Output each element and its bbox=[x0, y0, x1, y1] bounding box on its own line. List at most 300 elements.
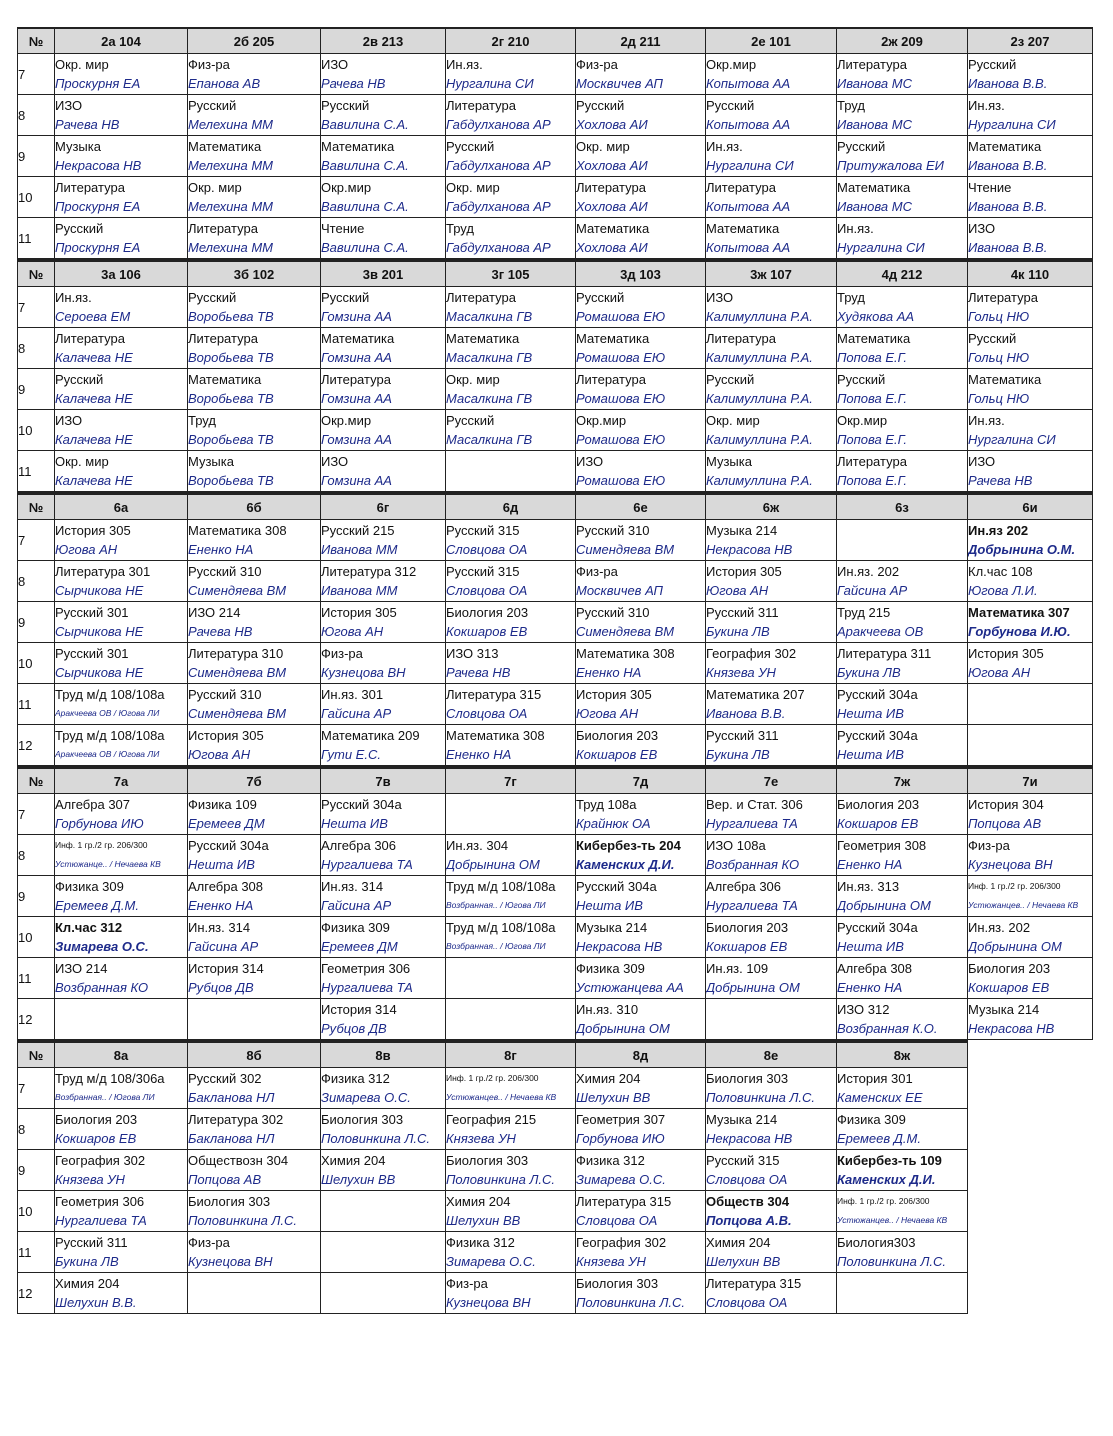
class-header: 2в 213 bbox=[321, 28, 446, 54]
subject: Ин.яз. bbox=[706, 139, 743, 154]
teacher: Словцова ОА bbox=[706, 1295, 788, 1310]
subject: Русский bbox=[706, 372, 755, 387]
teacher: Словцова ОА bbox=[446, 706, 528, 721]
class-header: 8д bbox=[576, 1042, 706, 1068]
teacher: Мелехина ММ bbox=[188, 240, 274, 255]
class-header: 6д bbox=[446, 494, 576, 520]
class-header: 2д 211 bbox=[576, 28, 706, 54]
subject: Физ-ра bbox=[321, 646, 363, 661]
subject: Русский bbox=[55, 372, 104, 387]
teacher: Словцова ОА bbox=[576, 1213, 658, 1228]
lesson-cell bbox=[55, 1232, 188, 1273]
lesson-cell bbox=[706, 451, 837, 492]
subject: Ин.яз. 109 bbox=[706, 961, 769, 976]
subject: Кл.час 108 bbox=[968, 564, 1033, 579]
lesson-cell bbox=[446, 1191, 576, 1232]
lesson-row bbox=[18, 1150, 968, 1191]
class-header: 6а bbox=[55, 494, 188, 520]
subject: Русский 304а bbox=[576, 879, 657, 894]
lesson-number: 11 bbox=[18, 1232, 55, 1273]
teacher: Половинкина Л.С. bbox=[576, 1295, 685, 1310]
lesson-cell bbox=[706, 684, 837, 725]
teacher: Нешта ИВ bbox=[837, 706, 904, 721]
lesson-row bbox=[18, 999, 1093, 1040]
teacher: Горбунова ИЮ bbox=[576, 1131, 665, 1146]
lesson-cell bbox=[446, 1150, 576, 1191]
lesson-row bbox=[18, 1232, 968, 1273]
teacher: Притужалова ЕИ bbox=[837, 158, 944, 173]
lesson-cell bbox=[55, 1109, 188, 1150]
lesson-cell bbox=[188, 451, 321, 492]
subject: Биология303 bbox=[837, 1235, 916, 1250]
subject: Чтение bbox=[968, 180, 1012, 195]
lesson-cell bbox=[576, 999, 706, 1040]
lesson-cell bbox=[55, 177, 188, 218]
subject: Химия 204 bbox=[321, 1153, 386, 1168]
teacher: Иванова В.В. bbox=[706, 706, 786, 721]
teacher: Возбранная.. / Югова ЛИ bbox=[446, 900, 546, 910]
subject: Литература bbox=[968, 290, 1038, 305]
teacher: Кокшаров ЕВ bbox=[446, 624, 528, 639]
subject: Физика 109 bbox=[188, 797, 257, 812]
subject: История 305 bbox=[321, 605, 397, 620]
teacher: Нешта ИВ bbox=[837, 747, 904, 762]
lesson-cell bbox=[706, 1109, 837, 1150]
subject: Ин.яз. 314 bbox=[188, 920, 251, 935]
subject: Литература bbox=[706, 180, 776, 195]
lesson-cell bbox=[837, 794, 968, 835]
lesson-cell bbox=[446, 369, 576, 410]
lesson-cell bbox=[446, 520, 576, 561]
subject: Физика 309 bbox=[576, 961, 645, 976]
subject: Музыка 214 bbox=[576, 920, 648, 935]
subject: Ин.яз. 313 bbox=[837, 879, 900, 894]
teacher: Иванова МС bbox=[837, 199, 912, 214]
lesson-cell bbox=[968, 136, 1093, 177]
lesson-cell bbox=[55, 520, 188, 561]
teacher: Кокшаров ЕВ bbox=[576, 747, 658, 762]
lesson-number: 10 bbox=[18, 1191, 55, 1232]
lesson-cell bbox=[706, 1191, 837, 1232]
teacher: Югова АН bbox=[188, 747, 251, 762]
lesson-cell bbox=[446, 328, 576, 369]
lesson-cell bbox=[188, 1068, 321, 1109]
lesson-cell bbox=[55, 917, 188, 958]
lesson-cell bbox=[321, 1232, 446, 1273]
lesson-cell bbox=[446, 684, 576, 725]
teacher: Словцова ОА bbox=[706, 1172, 788, 1187]
teacher: Вавилина С.А. bbox=[321, 158, 409, 173]
teacher: Нургалиева ТА bbox=[321, 857, 413, 872]
subject: Математика 308 bbox=[446, 728, 545, 743]
teacher: Ромашова ЕЮ bbox=[576, 432, 666, 447]
lesson-cell bbox=[321, 999, 446, 1040]
subject: История 305 bbox=[55, 523, 131, 538]
teacher: Аракчеева ОВ bbox=[837, 624, 924, 639]
subject: Литература bbox=[706, 331, 776, 346]
lesson-row bbox=[18, 287, 1093, 328]
lesson-cell bbox=[321, 1191, 446, 1232]
lesson-cell bbox=[321, 95, 446, 136]
subject: Литература 302 bbox=[188, 1112, 284, 1127]
lesson-cell bbox=[55, 54, 188, 95]
subject: История 305 bbox=[968, 646, 1044, 661]
subject: Литература 315 bbox=[576, 1194, 672, 1209]
subject: Музыка 214 bbox=[706, 1112, 778, 1127]
class-header: 6г bbox=[321, 494, 446, 520]
lesson-number: 7 bbox=[18, 520, 55, 561]
lesson-cell bbox=[968, 287, 1093, 328]
subject: Русский 310 bbox=[188, 687, 262, 702]
schedule-block bbox=[17, 766, 1093, 1040]
teacher: Ененко НА bbox=[837, 857, 903, 872]
subject: Биология 303 bbox=[321, 1112, 404, 1127]
class-header: 2з 207 bbox=[968, 28, 1093, 54]
lesson-cell bbox=[706, 136, 837, 177]
class-header: 8в bbox=[321, 1042, 446, 1068]
subject: История 305 bbox=[188, 728, 264, 743]
teacher: Нургалина СИ bbox=[968, 117, 1056, 132]
lesson-row bbox=[18, 136, 1093, 177]
teacher: Попова Е.Г. bbox=[837, 473, 908, 488]
subject: Труд bbox=[188, 413, 216, 428]
class-header: 2б 205 bbox=[188, 28, 321, 54]
lesson-cell bbox=[576, 218, 706, 259]
lesson-cell bbox=[55, 95, 188, 136]
teacher: Нургалиева ТА bbox=[321, 980, 413, 995]
lesson-cell bbox=[706, 369, 837, 410]
lesson-number: 11 bbox=[18, 218, 55, 259]
lesson-cell bbox=[188, 218, 321, 259]
subject: Окр. мир bbox=[55, 57, 109, 72]
subject: География 215 bbox=[446, 1112, 537, 1127]
lesson-number: 9 bbox=[18, 602, 55, 643]
subject: Труд м/д 108/108а bbox=[446, 920, 556, 935]
teacher: Возбранная К.О. bbox=[837, 1021, 938, 1036]
teacher: Возбранная КО bbox=[55, 980, 149, 995]
lesson-cell bbox=[188, 520, 321, 561]
subject: Ин.яз. bbox=[55, 290, 92, 305]
lesson-row bbox=[18, 451, 1093, 492]
teacher: Вавилина С.А. bbox=[321, 199, 409, 214]
lesson-number: 10 bbox=[18, 410, 55, 451]
lesson-row bbox=[18, 328, 1093, 369]
subject: Математика bbox=[321, 139, 395, 154]
subject: Биология 203 bbox=[706, 920, 789, 935]
class-header: 3в 201 bbox=[321, 261, 446, 287]
teacher: Некрасова НВ bbox=[55, 158, 142, 173]
lesson-number: 8 bbox=[18, 1109, 55, 1150]
teacher: Кузнецова ВН bbox=[446, 1295, 531, 1310]
subject: Биология 203 bbox=[55, 1112, 138, 1127]
teacher: Каменских Д.И. bbox=[576, 857, 675, 872]
subject: Русский bbox=[321, 98, 370, 113]
lesson-cell bbox=[321, 287, 446, 328]
teacher: Князева УН bbox=[55, 1172, 125, 1187]
lesson-cell bbox=[446, 410, 576, 451]
lesson-row bbox=[18, 684, 1093, 725]
lesson-cell bbox=[321, 1068, 446, 1109]
lesson-cell bbox=[837, 876, 968, 917]
schedule bbox=[17, 27, 1092, 1314]
teacher: Иванова МС bbox=[837, 117, 912, 132]
lesson-cell bbox=[968, 684, 1093, 725]
subject: Физика 312 bbox=[446, 1235, 515, 1250]
lesson-cell bbox=[706, 876, 837, 917]
lesson-cell bbox=[55, 876, 188, 917]
subject: Математика bbox=[968, 139, 1042, 154]
lesson-cell bbox=[837, 136, 968, 177]
lesson-cell bbox=[55, 643, 188, 684]
teacher: Гайсина АР bbox=[188, 939, 259, 954]
lesson-cell bbox=[55, 287, 188, 328]
lesson-cell bbox=[837, 725, 968, 766]
subject: Биология 203 bbox=[837, 797, 920, 812]
teacher: Иванова В.В. bbox=[968, 240, 1048, 255]
lesson-cell bbox=[576, 1191, 706, 1232]
teacher: Возбранная.. / Югова ЛИ bbox=[446, 941, 546, 951]
teacher: Нешта ИВ bbox=[188, 857, 255, 872]
subject: Русский 304а bbox=[837, 920, 918, 935]
teacher: Букина ЛВ bbox=[706, 747, 770, 762]
subject: Физ-ра bbox=[576, 564, 618, 579]
teacher: Калачева НЕ bbox=[55, 350, 133, 365]
subject: Русский bbox=[837, 372, 886, 387]
teacher: Князева УН bbox=[446, 1131, 516, 1146]
teacher: Воробьева ТВ bbox=[188, 473, 274, 488]
lesson-cell bbox=[576, 684, 706, 725]
lesson-cell bbox=[706, 287, 837, 328]
lesson-cell bbox=[188, 876, 321, 917]
subject: История 305 bbox=[706, 564, 782, 579]
teacher: Калачева НЕ bbox=[55, 391, 133, 406]
lesson-cell bbox=[446, 794, 576, 835]
lesson-cell bbox=[837, 328, 968, 369]
lesson-cell bbox=[576, 451, 706, 492]
lesson-cell bbox=[706, 410, 837, 451]
subject: Русский bbox=[188, 98, 237, 113]
lesson-cell bbox=[55, 218, 188, 259]
lesson-cell bbox=[968, 835, 1093, 876]
lesson-cell bbox=[321, 1109, 446, 1150]
lesson-cell bbox=[837, 561, 968, 602]
class-header: 8а bbox=[55, 1042, 188, 1068]
lesson-cell bbox=[706, 794, 837, 835]
lesson-cell bbox=[968, 369, 1093, 410]
lesson-row bbox=[18, 794, 1093, 835]
teacher: Некрасова НВ bbox=[968, 1021, 1055, 1036]
lesson-cell bbox=[576, 520, 706, 561]
lesson-cell bbox=[55, 602, 188, 643]
lesson-cell bbox=[706, 218, 837, 259]
lesson-cell bbox=[968, 328, 1093, 369]
lesson-cell bbox=[706, 999, 837, 1040]
lesson-number: 9 bbox=[18, 876, 55, 917]
lesson-cell bbox=[576, 54, 706, 95]
teacher: Букина ЛВ bbox=[837, 665, 901, 680]
subject: Ин.яз. 202 bbox=[968, 920, 1031, 935]
subject: Обществ 304 bbox=[706, 1194, 790, 1209]
teacher: Гольц НЮ bbox=[968, 309, 1030, 324]
teacher: Калачева НЕ bbox=[55, 473, 133, 488]
class-header: 7е bbox=[706, 768, 837, 794]
schedule-block bbox=[17, 1040, 968, 1314]
subject: Литература bbox=[576, 372, 646, 387]
subject: Окр. мир bbox=[446, 180, 500, 195]
lesson-cell bbox=[446, 725, 576, 766]
teacher: Нургалина СИ bbox=[837, 240, 925, 255]
subject: История 304 bbox=[968, 797, 1044, 812]
subject: Физика 312 bbox=[321, 1071, 390, 1086]
teacher: Масалкина ГВ bbox=[446, 391, 533, 406]
subject: Биология 303 bbox=[188, 1194, 271, 1209]
lesson-cell bbox=[55, 369, 188, 410]
lesson-cell bbox=[706, 725, 837, 766]
subject: Окр.мир bbox=[706, 57, 757, 72]
subject: Литература bbox=[55, 331, 125, 346]
teacher: Нешта ИВ bbox=[837, 939, 904, 954]
lesson-row bbox=[18, 1273, 968, 1314]
subject: Русский 311 bbox=[706, 605, 779, 620]
teacher: Половинкина Л.С. bbox=[706, 1090, 815, 1105]
subject: Ин.яз. bbox=[968, 413, 1005, 428]
teacher: Еремеев Д.М. bbox=[837, 1131, 921, 1146]
teacher: Проскурня ЕА bbox=[55, 240, 141, 255]
lesson-cell bbox=[837, 451, 968, 492]
subject: Кибербез-ть 109 bbox=[837, 1153, 942, 1168]
lesson-cell bbox=[446, 643, 576, 684]
teacher: Масалкина ГВ bbox=[446, 350, 533, 365]
lesson-cell bbox=[55, 451, 188, 492]
teacher: Нургалиева ТА bbox=[55, 1213, 147, 1228]
teacher: Рубцов ДВ bbox=[321, 1021, 387, 1036]
lesson-cell bbox=[188, 999, 321, 1040]
subject: Русский bbox=[706, 98, 755, 113]
lesson-number: 9 bbox=[18, 369, 55, 410]
subject: Геометрия 307 bbox=[576, 1112, 666, 1127]
teacher: Крайнюк ОА bbox=[576, 816, 651, 831]
teacher: Гольц НЮ bbox=[968, 350, 1030, 365]
teacher: Аракчеева ОВ / Югова ЛИ bbox=[55, 708, 160, 718]
lesson-cell bbox=[576, 287, 706, 328]
subject: ИЗО bbox=[968, 454, 996, 469]
teacher: Симендяева ВМ bbox=[188, 706, 287, 721]
subject: Русский bbox=[968, 331, 1017, 346]
lesson-row bbox=[18, 218, 1093, 259]
subject: Труд м/д 108/108а bbox=[55, 728, 165, 743]
subject: Русский bbox=[321, 290, 370, 305]
subject: Алгебра 306 bbox=[706, 879, 782, 894]
lesson-cell bbox=[837, 1232, 968, 1273]
subject: Литература bbox=[576, 180, 646, 195]
class-header: 7г bbox=[446, 768, 576, 794]
lesson-cell bbox=[55, 1191, 188, 1232]
subject: Вер. и Стат. 306 bbox=[706, 797, 803, 812]
subject: Русский 304а bbox=[188, 838, 269, 853]
lesson-number: 12 bbox=[18, 725, 55, 766]
subject: Труд 108а bbox=[576, 797, 637, 812]
teacher: Епанова АВ bbox=[188, 76, 261, 91]
teacher: Калимуллина Р.А. bbox=[706, 473, 813, 488]
lesson-cell bbox=[446, 958, 576, 999]
lesson-number-header: № bbox=[18, 768, 55, 794]
teacher: Югова АН bbox=[321, 624, 384, 639]
subject: География 302 bbox=[55, 1153, 146, 1168]
lesson-cell bbox=[446, 218, 576, 259]
lesson-number: 10 bbox=[18, 177, 55, 218]
lesson-number: 12 bbox=[18, 1273, 55, 1314]
teacher: Хохлова АИ bbox=[576, 158, 648, 173]
lesson-cell bbox=[576, 1068, 706, 1109]
class-header: 3а 106 bbox=[55, 261, 188, 287]
lesson-number-header: № bbox=[18, 494, 55, 520]
subject: Биология 303 bbox=[706, 1071, 789, 1086]
teacher: Шелухин ВВ bbox=[446, 1213, 521, 1228]
teacher: Кокшаров ЕВ bbox=[837, 816, 919, 831]
class-header: 7ж bbox=[837, 768, 968, 794]
subject: Ин.яз. bbox=[968, 98, 1005, 113]
teacher: Шелухин ВВ bbox=[576, 1090, 651, 1105]
lesson-cell bbox=[321, 520, 446, 561]
teacher: Половинкина Л.С. bbox=[321, 1131, 430, 1146]
teacher: Гайсина АР bbox=[837, 583, 908, 598]
subject: Окр.мир bbox=[321, 413, 372, 428]
lesson-cell bbox=[446, 876, 576, 917]
lesson-cell bbox=[321, 794, 446, 835]
subject: Литература 311 bbox=[837, 646, 932, 661]
teacher: Некрасова НВ bbox=[706, 542, 793, 557]
teacher: Попцова А.В. bbox=[706, 1213, 792, 1228]
lesson-row bbox=[18, 602, 1093, 643]
lesson-cell bbox=[55, 725, 188, 766]
teacher: Зимарева О.С. bbox=[446, 1254, 536, 1269]
subject: Русский bbox=[968, 57, 1017, 72]
teacher: Каменских ЕЕ bbox=[837, 1090, 923, 1105]
lesson-row bbox=[18, 410, 1093, 451]
teacher: Югова Л.И. bbox=[968, 583, 1038, 598]
subject: Русский 302 bbox=[188, 1071, 262, 1086]
lesson-number: 7 bbox=[18, 54, 55, 95]
lesson-cell bbox=[446, 451, 576, 492]
teacher: Еремеев Д.М. bbox=[55, 898, 139, 913]
subject: ИЗО 108а bbox=[706, 838, 766, 853]
subject: Чтение bbox=[321, 221, 365, 236]
subject: Литература bbox=[446, 98, 516, 113]
lesson-cell bbox=[188, 1273, 321, 1314]
lesson-number-header: № bbox=[18, 1042, 55, 1068]
lesson-cell bbox=[55, 328, 188, 369]
subject: Инф. 1 гр./2 гр. 206/300 bbox=[837, 1196, 930, 1206]
class-header: 8г bbox=[446, 1042, 576, 1068]
lesson-cell bbox=[188, 1150, 321, 1191]
subject: Химия 204 bbox=[706, 1235, 771, 1250]
lesson-cell bbox=[706, 958, 837, 999]
lesson-cell bbox=[446, 835, 576, 876]
teacher: Симендяева ВМ bbox=[576, 542, 675, 557]
teacher: Попцова АВ bbox=[968, 816, 1042, 831]
teacher: Кокшаров ЕВ bbox=[706, 939, 788, 954]
teacher: Кузнецова ВН bbox=[968, 857, 1053, 872]
teacher: Добрынина ОМ bbox=[576, 1021, 670, 1036]
teacher: Югова АН bbox=[968, 665, 1031, 680]
class-header: 6ж bbox=[706, 494, 837, 520]
subject: Русский 311 bbox=[706, 728, 779, 743]
teacher: Устюжанцев.. / Нечаева КВ bbox=[446, 1092, 557, 1102]
teacher: Сырчикова НЕ bbox=[55, 583, 144, 598]
teacher: Попцова АВ bbox=[188, 1172, 262, 1187]
subject: Литература bbox=[446, 290, 516, 305]
teacher: Гомзина АА bbox=[321, 309, 392, 324]
